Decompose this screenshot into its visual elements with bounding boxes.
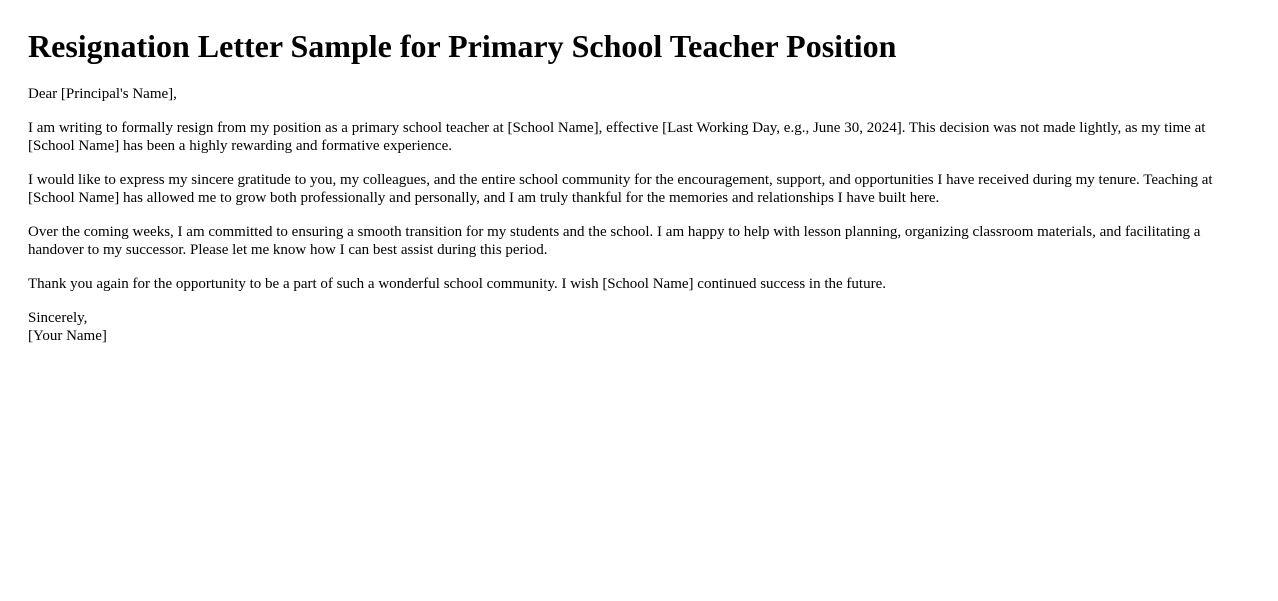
closing: Sincerely, — [28, 310, 88, 326]
body-paragraph-3: Over the coming weeks, I am committed to ensuring a smooth transition for my students and the school. I am happy to help with lesson planning, organizing classroom materials, and facilitating a handover to my successor. Please let me know how I can best assist during this period. — [28, 224, 1201, 258]
page-title: Resignation Letter Sample for Primary School Teacher Position — [28, 28, 897, 64]
body-paragraph-2: I would like to express my sincere gratitude to you, my colleagues, and the entire school community for the encouragement, support, and opportunities I have received during my tenure. Teaching at [School Name] has allowed me to grow both professionally and personally, and I am truly thankful for the memories and relationships I have built here. — [28, 172, 1213, 206]
body-paragraph-1: I am writing to formally resign from my position as a primary school teacher at [School Name], effective [Last Working Day, e.g., June 30, 2024]. This decision was not made lightly, as my time at [School Name] has been a highly rewarding and formative experience. — [28, 120, 1206, 154]
sign-off-block — [28, 309, 1250, 345]
body-paragraph-4: Thank you again for the opportunity to be a part of such a wonderful school community. I wish [School Name] continued success in the future. — [28, 276, 886, 292]
signature: [Your Name] — [28, 328, 107, 344]
salutation: Dear [Principal's Name], — [28, 86, 177, 102]
